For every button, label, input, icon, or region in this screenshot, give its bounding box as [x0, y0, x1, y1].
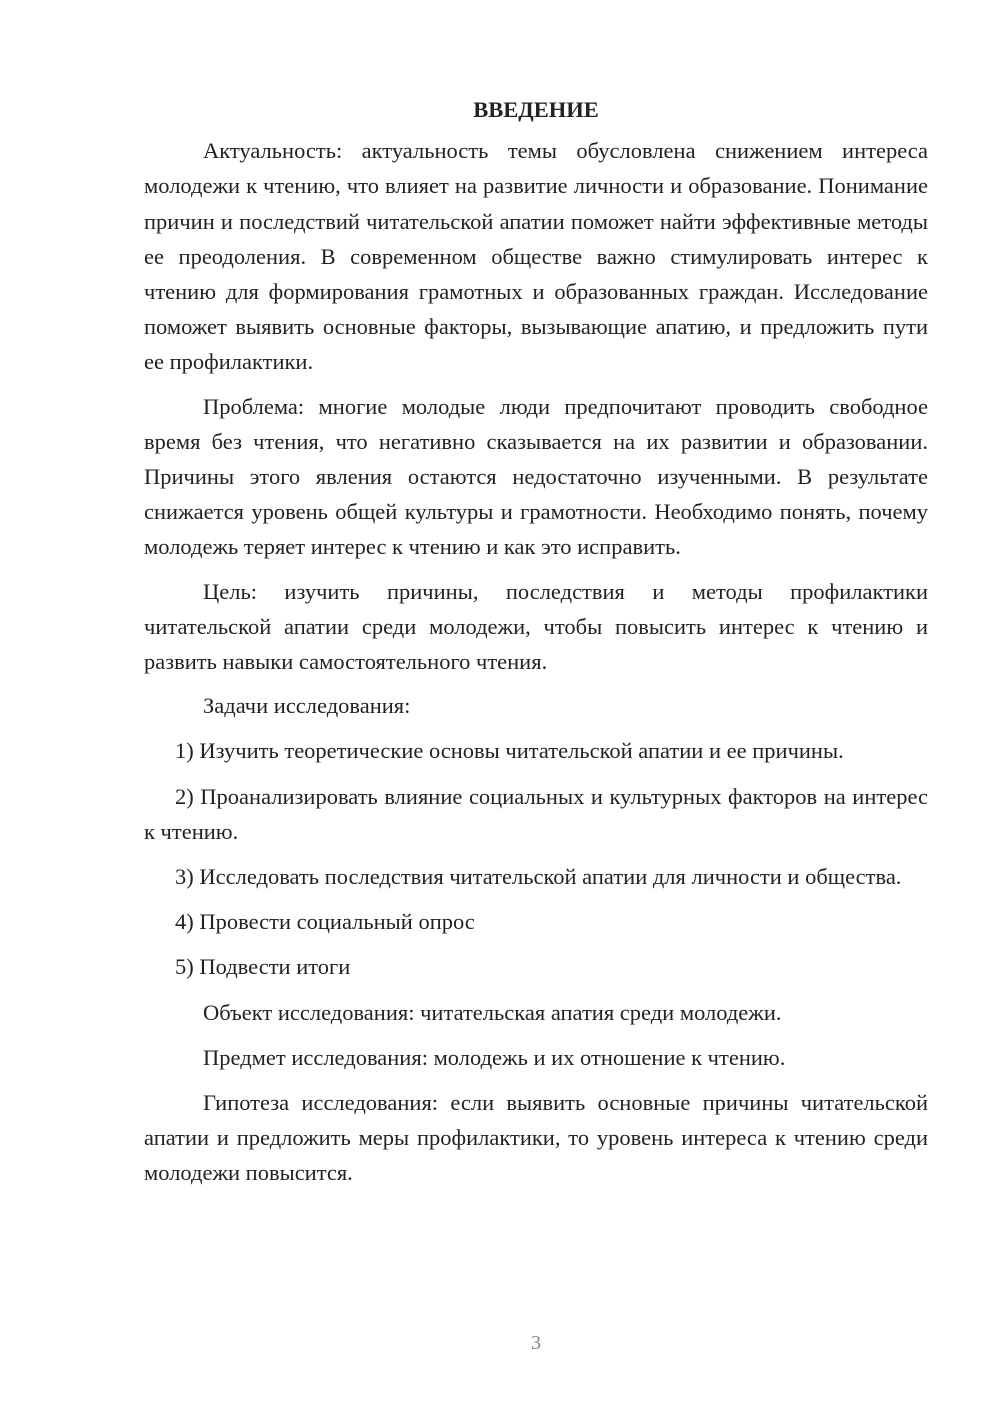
task-item-4: 4) Провести социальный опрос [175, 909, 475, 935]
problem-paragraph: Проблема: многие молодые люди предпочитают проводить свободное время без чтения, что негативно сказывается на их развитии и образовании. Причины этого явления остаются недостаточно изученными. В результате снижается уровень общей культуры и грамотности. Необходимо понять, почему молодежь теряет интерес к чтению и как это исправить. [144, 393, 928, 560]
page-number: 3 [531, 1332, 541, 1354]
relevance-paragraph: Актуальность: актуальность темы обусловлена снижением интереса молодежи к чтению, что влияет на развитие личности и образование. Понимание причин и последствий читательской апатии поможет найти эффективные методы ее преодоления. В современном обществе важно стимулировать интерес к чтению для формирования грамотных и образованных граждан. Исследование поможет выявить основные факторы, вызывающие апатию, и предложить пути ее профилактики. [144, 138, 928, 375]
goal-paragraph: Цель: изучить причины, последствия и методы профилактики читательской апатии среди молодежи, чтобы повысить интерес к чтению и развить навыки самостоятельного чтения. [144, 578, 928, 675]
research-object: Объект исследования: читательская апатия среди молодежи. [203, 999, 782, 1025]
task-item-1: 1) Изучить теоретические основы читательской апатии и ее причины. [175, 738, 844, 764]
page-title: ВВЕДЕНИЕ [473, 97, 599, 122]
page-content [144, 92, 928, 1200]
research-subject: Предмет исследования: молодежь и их отношение к чтению. [203, 1044, 786, 1070]
hypothesis-paragraph: Гипотеза исследования: если выявить основные причины читательской апатии и предложить меры профилактики, то уровень интереса к чтению среди молодежи повысится. [144, 1090, 928, 1186]
task-item-5: 5) Подвести итоги [175, 954, 351, 980]
task-item-3: 3) Исследовать последствия читательской апатии для личности и общества. [175, 864, 902, 890]
task-item-2: 2) Проанализировать влияние социальных и культурных факторов на интерес к чтению. [144, 783, 928, 844]
tasks-heading: Задачи исследования: [203, 693, 411, 719]
